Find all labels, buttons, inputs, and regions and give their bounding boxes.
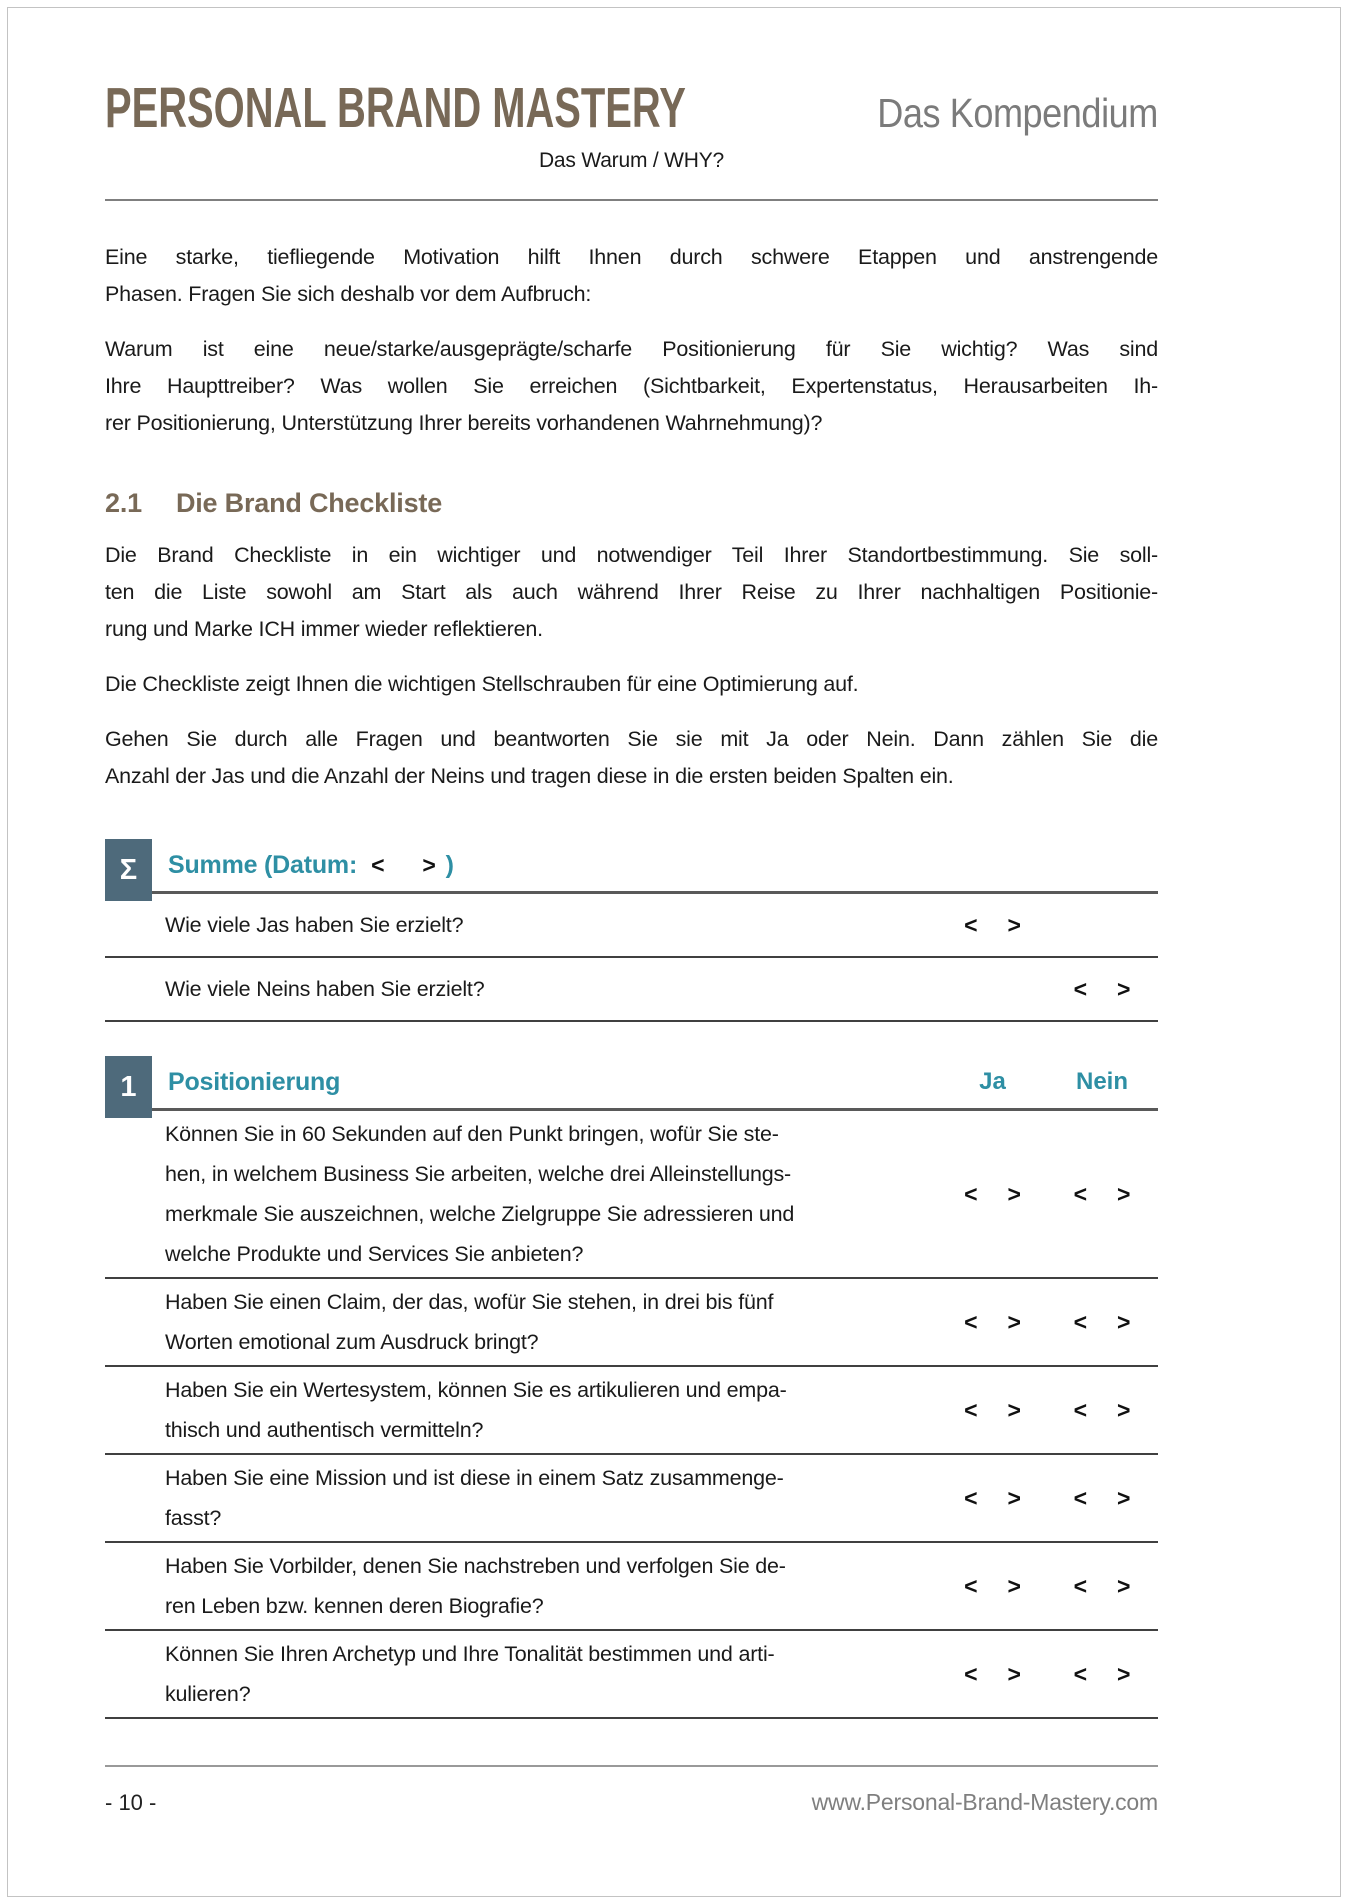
answer-marks [964,1573,1021,1600]
summary-title-suffix: ) [445,850,454,879]
table-row [105,958,1158,1022]
section-paragraphs [105,537,1158,795]
paragraph-line: Phasen. Fragen Sie sich deshalb vor dem Aufbruch: [105,282,592,306]
page-number: - 10 - [105,1790,157,1815]
answer-slot-nein [1046,1397,1158,1424]
paragraph-line: ten die Liste sowohl am Start als auch während Ihrer Reise zu Ihrer nachhaltigen Positionie- [105,580,1158,604]
paragraph [105,331,1158,442]
question-text [105,1370,939,1450]
question-line: thisch und authentisch vermitteln? [165,1418,484,1442]
answer-slot-nein [1046,1485,1158,1512]
paragraph-line: Anzahl der Jas und die Anzahl der Neins und tragen diese in die ersten beiden Spalten ein. [105,764,954,788]
table-row [105,894,1158,958]
answer-marks [1074,1397,1131,1424]
answer-slot-ja [939,1397,1046,1424]
answer-marks [1074,976,1131,1003]
answer-marks [964,1661,1021,1688]
brand-title: PERSONAL BRAND MASTERY [105,76,686,140]
answer-marks [964,1181,1021,1208]
answer-marks [964,912,1021,939]
angle-open: < [1073,1572,1087,1599]
angle-open: < [964,1180,978,1207]
question-line: fasst? [165,1506,222,1530]
paragraph-line: Gehen Sie durch alle Fragen und beantworten Sie sie mit Ja oder Nein. Dann zählen Sie die [105,727,1158,751]
angle-open: < [1073,975,1087,1002]
checklist-table-rows [105,1111,1158,1719]
paragraph-line: rung und Marke ICH immer wieder reflektieren. [105,617,543,641]
angle-close: > [1007,911,1021,938]
angle-close: > [1007,1572,1021,1599]
question-text [105,1634,939,1714]
angle-close: > [422,851,436,878]
paragraph-line: rer Positionierung, Unterstützung Ihrer bereits vorhandenen Wahrnehmung)? [105,411,823,435]
angle-open: < [371,851,385,878]
answer-slot-ja [939,1661,1046,1688]
answer-slot-ja [939,1573,1046,1600]
angle-close: > [1007,1484,1021,1511]
question-text [105,1458,939,1538]
answer-marks [1074,1573,1131,1600]
edition-title: Das Kompendium [877,90,1158,136]
website-url: www.Personal-Brand-Mastery.com [811,1789,1158,1815]
summary-table-title [168,851,1158,880]
column-header-nein: Nein [1075,1068,1128,1095]
angle-open: < [1073,1180,1087,1207]
answer-marks [964,1485,1021,1512]
paragraph [105,666,1158,703]
page-footer [105,1765,1158,1816]
section-heading [105,488,1158,519]
angle-open: < [1073,1396,1087,1423]
answer-slot-nein [1046,976,1158,1003]
section-title: Die Brand Checkliste [175,488,443,518]
checklist-table [105,1056,1158,1719]
angle-close: > [1007,1308,1021,1335]
answer-slot-ja [939,912,1046,939]
paragraph-line: Ihre Haupttreiber? Was wollen Sie erreichen (Sichtbarkeit, Expertenstatus, Herausarbeiten Ih- [105,374,1158,398]
table-row [105,1279,1158,1367]
chapter-subtitle: Das Warum / WHY? [538,149,725,172]
angle-open: < [964,1396,978,1423]
summary-table [105,839,1158,1022]
angle-close: > [1007,1660,1021,1687]
answer-slot-nein [1046,1661,1158,1688]
checklist-table-title: Positionierung [168,1067,341,1096]
angle-open: < [964,1660,978,1687]
answer-marks [964,1397,1021,1424]
table-row [105,1455,1158,1543]
question-text: Wie viele Jas haben Sie erzielt? [165,913,464,937]
question-line: Können Sie in 60 Sekunden auf den Punkt bringen, wofür Sie ste- [165,1122,779,1146]
paragraph [105,721,1158,795]
answer-slot-ja [939,1181,1046,1208]
summary-table-header [105,839,1158,894]
question-text [105,1282,939,1362]
answer-slot-nein [1046,1309,1158,1336]
answer-slot-ja [939,1485,1046,1512]
brand-title-wrap [105,76,686,140]
table-row [105,1631,1158,1719]
answer-marks [1074,1181,1131,1208]
column-header-ja: Ja [979,1068,1006,1095]
question-line: Haben Sie ein Wertesystem, können Sie es artikulieren und empa- [165,1378,787,1402]
angle-close: > [1117,1572,1131,1599]
question-line: welche Produkte und Services Sie anbieten? [165,1242,584,1266]
page-content [105,0,1158,1719]
question-line: Haben Sie eine Mission und ist diese in einem Satz zusammenge- [165,1466,784,1490]
question-line: ren Leben bzw. kennen deren Biografie? [165,1594,544,1618]
angle-open: < [1073,1484,1087,1511]
angle-open: < [964,911,978,938]
question-text [105,1546,939,1626]
question-text [105,1114,939,1274]
answer-marks [1074,1485,1131,1512]
question-line: kulieren? [165,1682,251,1706]
angle-open: < [964,1308,978,1335]
angle-close: > [1007,1180,1021,1207]
angle-close: > [1117,975,1131,1002]
answer-slot-ja [939,1309,1046,1336]
answer-slot-nein [1046,1181,1158,1208]
intro-paragraphs [105,239,1158,442]
section-number: 2.1 [105,488,142,518]
paragraph-line: Warum ist eine neue/starke/ausgeprägte/scharfe Positionierung für Sie wichtig? Was sind [105,337,1158,361]
question-line: Haben Sie einen Claim, der das, wofür Sie stehen, in drei bis fünf [165,1290,774,1314]
answer-slot-nein [1046,1573,1158,1600]
angle-close: > [1007,1396,1021,1423]
summary-title-prefix: Summe (Datum: [168,850,358,879]
angle-open: < [964,1572,978,1599]
angle-open: < [1073,1660,1087,1687]
sigma-badge: Σ [105,839,152,901]
section-1-badge: 1 [105,1056,152,1118]
question-text: Wie viele Neins haben Sie erzielt? [165,977,485,1001]
angle-open: < [964,1484,978,1511]
question-line: Haben Sie Vorbilder, denen Sie nachstreben und verfolgen Sie de- [165,1554,786,1578]
angle-close: > [1117,1660,1131,1687]
paragraph-line: Eine starke, tiefliegende Motivation hilft Ihnen durch schwere Etappen und anstrengende [105,245,1158,269]
checklist-table-header [105,1056,1158,1111]
table-row [105,1367,1158,1455]
question-line: Können Sie Ihren Archetyp und Ihre Tonalität bestimmen und arti- [165,1642,775,1666]
answer-marks [1074,1661,1131,1688]
question-line: merkmale Sie auszeichnen, welche Zielgruppe Sie adressieren und [165,1202,795,1226]
question-line: Worten emotional zum Ausdruck bringt? [165,1330,539,1354]
table-row [105,1111,1158,1279]
question-line: hen, in welchem Business Sie arbeiten, welche drei Alleinstellungs- [165,1162,791,1186]
angle-close: > [1117,1484,1131,1511]
angle-open: < [1073,1308,1087,1335]
answer-marks [964,1309,1021,1336]
header-rule [105,199,1158,201]
angle-close: > [1117,1180,1131,1207]
summary-table-rows [105,894,1158,1022]
angle-close: > [1117,1396,1131,1423]
paragraph [105,239,1158,313]
paragraph-line: Die Checkliste zeigt Ihnen die wichtigen Stellschrauben für eine Optimierung auf. [105,672,859,696]
paragraph [105,537,1158,648]
angle-close: > [1117,1308,1131,1335]
answer-marks [1074,1309,1131,1336]
date-entry-marks [371,852,435,879]
masthead [105,76,1158,140]
paragraph-line: Die Brand Checkliste in ein wichtiger und notwendiger Teil Ihrer Standortbestimmung. Sie soll- [105,543,1158,567]
table-row [105,1543,1158,1631]
